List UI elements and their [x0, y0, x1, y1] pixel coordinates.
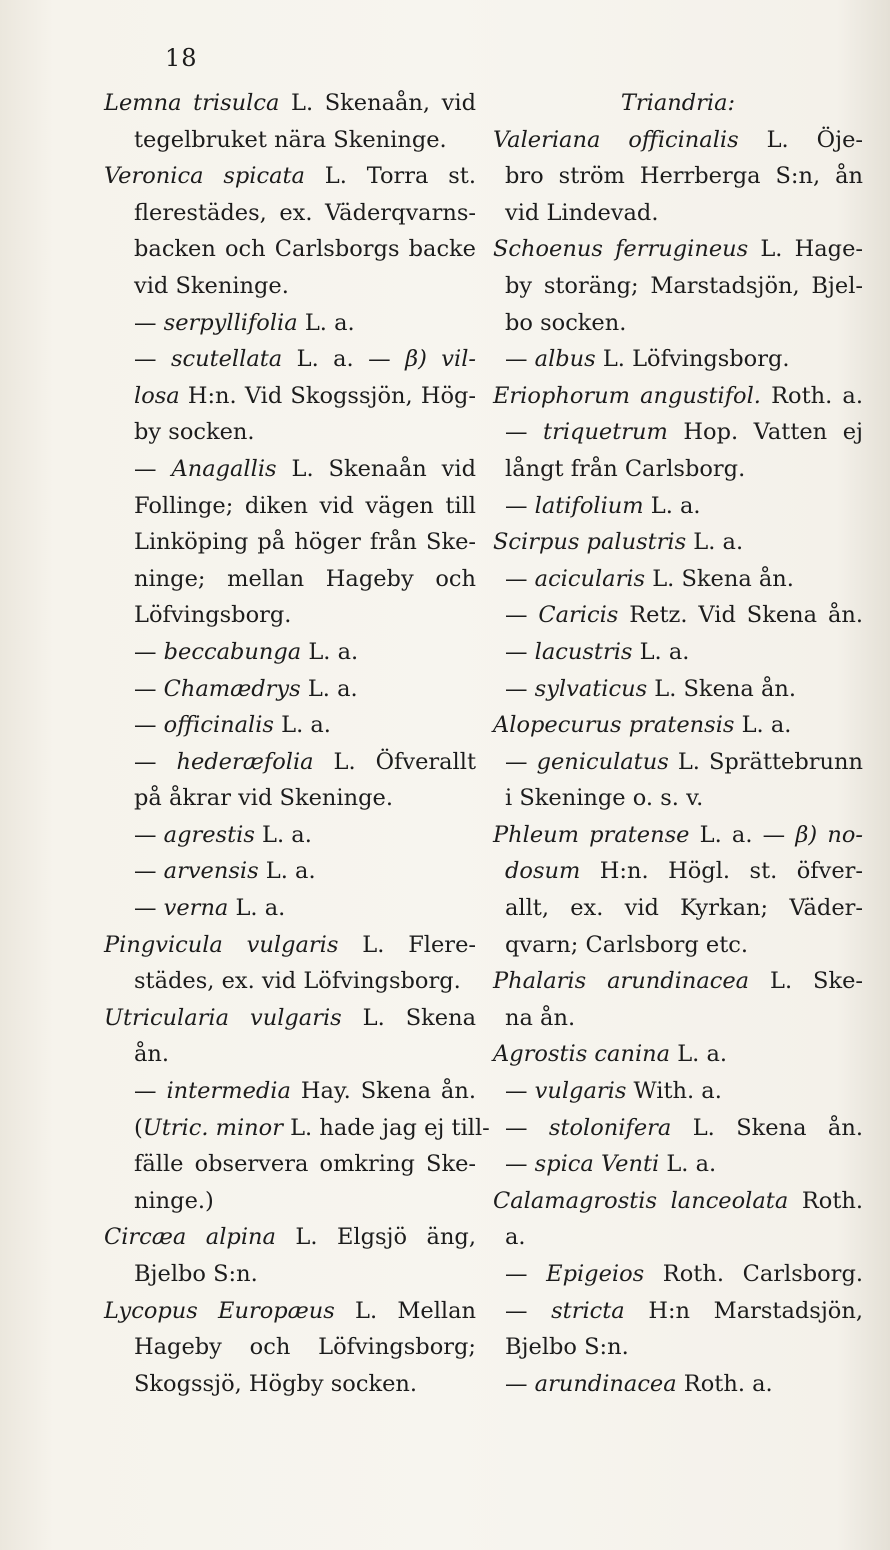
- text-segment: —: [134, 346, 171, 373]
- italic-segment: arvensis: [163, 858, 259, 885]
- text-segment: L. Elgsjö äng,: [275, 1224, 476, 1251]
- italic-segment: Veronica spicata: [104, 163, 305, 190]
- italic-segment: scutellata: [170, 346, 283, 373]
- text-segment: ninge; mellan Hageby och: [134, 565, 476, 592]
- text-segment: Löfvingsborg.: [134, 602, 292, 629]
- italic-segment: Schoenus ferrugineus: [493, 236, 749, 263]
- italic-segment: Lemna trisulca: [104, 90, 280, 116]
- text-segment: —: [505, 638, 535, 665]
- text-segment: —: [505, 565, 535, 592]
- text-line: [104, 231, 476, 268]
- text-segment: —: [134, 712, 164, 739]
- text-segment: by socken.: [134, 419, 255, 446]
- italic-segment: hederæfolia: [176, 748, 314, 775]
- text-segment: L. a.: [300, 675, 358, 702]
- text-segment: L. a.: [643, 492, 701, 519]
- italic-segment: Anagallis: [171, 455, 277, 482]
- italic-segment: verna: [163, 895, 229, 922]
- text-line: [104, 378, 476, 415]
- text-line: [104, 927, 476, 964]
- text-line: [104, 671, 476, 708]
- text-segment: —: [505, 1151, 535, 1178]
- italic-segment: sylvaticus: [534, 675, 648, 702]
- text-line: [104, 1110, 490, 1147]
- text-line: [493, 671, 863, 708]
- italic-segment: geniculatus: [536, 748, 669, 775]
- text-line: [493, 634, 863, 671]
- text-segment: a.: [505, 1224, 526, 1251]
- text-segment: L. a.: [273, 712, 331, 739]
- text-segment: —: [505, 492, 535, 519]
- italic-segment: Triandria:: [620, 90, 736, 116]
- italic-segment: intermedia: [166, 1078, 291, 1105]
- text-segment: by storäng; Marstadsjön, Bjel-: [505, 272, 863, 299]
- text-segment: L. Skenaån, vid: [279, 90, 476, 116]
- text-segment: L. Ske-: [749, 968, 863, 995]
- text-segment: Linköping på höger från Ske-: [134, 529, 476, 556]
- text-line: [104, 488, 476, 525]
- text-line: [104, 780, 476, 817]
- text-line: [493, 1219, 863, 1256]
- text-line: [493, 268, 863, 305]
- text-line: [104, 1000, 476, 1037]
- text-segment: Bjelbo S:n.: [505, 1334, 629, 1361]
- text-segment: L. Hage-: [748, 236, 863, 263]
- italic-segment: albus: [534, 346, 596, 373]
- text-line: [493, 707, 863, 744]
- text-segment: Roth. a.: [676, 1370, 773, 1397]
- italic-segment: Epigeios: [546, 1261, 645, 1287]
- text-line: [104, 195, 476, 232]
- text-segment: L. Öfverallt: [313, 748, 476, 775]
- text-line: [493, 122, 863, 159]
- italic-segment: Phleum pratense: [493, 821, 690, 848]
- text-line: [104, 1183, 476, 1220]
- text-segment: ninge.): [134, 1187, 214, 1214]
- text-line: [493, 1000, 863, 1037]
- text-line: [493, 195, 863, 232]
- text-segment: L. Skena ån.: [645, 565, 794, 592]
- text-line: [493, 817, 863, 854]
- text-segment: vid Skeninge.: [134, 272, 289, 299]
- text-segment: With. a.: [626, 1078, 722, 1105]
- text-segment: L. Skena ån.: [671, 1114, 863, 1141]
- text-segment: —: [134, 895, 164, 922]
- text-segment: Follinge; diken vid vägen till: [134, 492, 476, 519]
- text-segment: —: [134, 309, 164, 336]
- text-segment: bro ström Herrberga S:n, ån: [505, 163, 863, 190]
- text-segment: qvarn; Carlsborg etc.: [505, 931, 749, 958]
- text-line: [104, 707, 476, 744]
- text-segment: L. Öje-: [738, 126, 863, 153]
- italic-segment: Chamædrys: [163, 675, 301, 702]
- text-segment: städes, ex. vid Löfvingsborg.: [134, 968, 461, 995]
- text-line: [493, 488, 863, 525]
- text-line: [493, 744, 863, 781]
- text-segment: Hay. Skena ån.: [290, 1078, 476, 1105]
- italic-segment: stolonifera: [548, 1114, 672, 1141]
- text-line: [104, 744, 476, 781]
- italic-segment: Alopecurus pratensis: [493, 712, 735, 739]
- text-segment: —: [134, 455, 172, 482]
- text-line: [104, 634, 476, 671]
- text-line: [493, 414, 863, 451]
- text-segment: i Skeninge o. s. v.: [505, 785, 704, 812]
- text-segment: —: [134, 748, 177, 775]
- text-segment: L. hade jag ej till-: [282, 1114, 490, 1141]
- text-line: [493, 1183, 863, 1220]
- italic-segment: beccabunga: [163, 638, 302, 665]
- text-segment: L. Skenaån vid: [276, 455, 476, 482]
- italic-segment: stricta: [551, 1297, 625, 1324]
- text-line: [493, 597, 863, 634]
- text-segment: —: [505, 1078, 535, 1105]
- text-segment: —: [505, 748, 537, 775]
- italic-segment: lacustris: [534, 638, 633, 665]
- text-line: [104, 1073, 476, 1110]
- text-segment: —: [505, 675, 535, 702]
- text-line: [493, 1329, 863, 1366]
- text-segment: L. a. —: [282, 346, 406, 373]
- text-segment: —: [505, 1297, 552, 1324]
- text-line: [493, 451, 863, 488]
- italic-segment: Calamagrostis lanceolata: [493, 1187, 789, 1214]
- text-line: [493, 341, 863, 378]
- text-line: [104, 158, 476, 195]
- text-segment: L. a.: [258, 858, 316, 885]
- text-line: [104, 305, 476, 342]
- text-segment: L. a.: [686, 529, 744, 556]
- text-line: [104, 414, 476, 451]
- italic-segment: Eriophorum angustifol.: [493, 382, 761, 409]
- left-column: [104, 85, 490, 1402]
- text-segment: L. a.: [297, 309, 355, 336]
- text-segment: vid Lindevad.: [505, 199, 659, 226]
- text-segment: Bjelbo S:n.: [134, 1261, 258, 1287]
- text-line: [104, 341, 476, 378]
- text-segment: —: [505, 419, 544, 446]
- text-line: [104, 1146, 476, 1183]
- text-segment: L. Skena: [341, 1004, 476, 1031]
- text-line: [493, 231, 863, 268]
- text-segment: Skogssjö, Högby socken.: [134, 1370, 418, 1397]
- text-segment: H:n Marstadsjön,: [624, 1297, 863, 1324]
- text-segment: L. a.: [670, 1041, 728, 1068]
- italic-segment: Pingvicula vulgaris: [104, 931, 339, 958]
- right-column: [493, 85, 863, 1402]
- text-line: [104, 963, 476, 1000]
- text-segment: Hop. Vatten ej: [667, 419, 863, 446]
- text-line: [493, 927, 863, 964]
- text-segment: Roth.: [788, 1187, 864, 1214]
- text-line: [104, 890, 476, 927]
- text-segment: L. a.: [228, 895, 286, 922]
- text-segment: —: [134, 1078, 167, 1105]
- text-segment: fälle observera omkring Ske-: [134, 1151, 476, 1178]
- text-segment: L. Sprättebrunn: [668, 748, 864, 775]
- italic-segment: vulgaris: [534, 1078, 627, 1105]
- text-segment: L. Skena ån.: [647, 675, 797, 702]
- text-segment: (: [134, 1114, 143, 1141]
- text-segment: —: [505, 1114, 549, 1141]
- page-number: 18: [165, 44, 198, 72]
- text-line: [493, 853, 863, 890]
- text-line: [493, 963, 863, 1000]
- text-segment: H:n. Högl. st. öfver-: [580, 858, 863, 885]
- italic-segment: acicularis: [534, 565, 646, 592]
- text-line: [493, 1110, 863, 1147]
- text-segment: L. Torra st.: [304, 163, 476, 190]
- italic-segment: losa: [134, 382, 180, 409]
- italic-segment: triquetrum: [543, 419, 668, 446]
- text-line: [104, 1366, 476, 1403]
- italic-segment: Valeriana officinalis: [493, 126, 739, 153]
- italic-segment: Scirpus palustris: [493, 529, 687, 556]
- text-line: [104, 268, 476, 305]
- text-segment: —: [505, 346, 535, 373]
- text-line: [104, 122, 476, 159]
- text-line: [493, 1256, 863, 1293]
- italic-segment: latifolium: [534, 492, 644, 519]
- text-segment: L. a.: [632, 638, 690, 665]
- text-line: [104, 1036, 476, 1073]
- text-segment: L. Löfvingsborg.: [595, 346, 790, 373]
- text-line: [104, 1293, 476, 1330]
- italic-segment: Agrostis canina: [493, 1041, 671, 1068]
- italic-segment: Utricularia vulgaris: [104, 1004, 342, 1031]
- text-line: [104, 1256, 476, 1293]
- text-line: [493, 1366, 863, 1403]
- text-segment: L. a. —: [689, 821, 796, 848]
- text-segment: —: [134, 821, 164, 848]
- text-line: [493, 1146, 863, 1183]
- text-line: [493, 561, 863, 598]
- text-segment: L. a.: [734, 712, 792, 739]
- text-segment: Retz. Vid Skena ån.: [618, 602, 863, 629]
- text-line: [493, 1036, 863, 1073]
- text-segment: allt, ex. vid Kyrkan; Väder-: [505, 895, 863, 922]
- text-line: [493, 1073, 863, 1110]
- text-segment: bo socken.: [505, 309, 627, 336]
- text-line: [493, 780, 863, 817]
- text-line: [493, 85, 863, 122]
- text-segment: —: [505, 1370, 535, 1397]
- text-segment: L. a.: [659, 1151, 717, 1178]
- italic-segment: Phalaris arundinacea: [493, 968, 750, 995]
- text-line: [104, 85, 476, 122]
- italic-segment: Caricis: [538, 602, 619, 629]
- text-segment: —: [134, 858, 164, 885]
- italic-segment: serpyllifolia: [163, 309, 298, 336]
- italic-segment: officinalis: [163, 712, 274, 739]
- text-line: [493, 158, 863, 195]
- text-segment: na ån.: [505, 1004, 576, 1031]
- text-line: [493, 305, 863, 342]
- italic-segment: agrestis: [163, 821, 255, 848]
- text-line: [104, 817, 476, 854]
- text-segment: L. a.: [254, 821, 312, 848]
- text-segment: —: [134, 638, 164, 665]
- text-segment: —: [505, 602, 539, 629]
- text-segment: ån.: [134, 1041, 170, 1068]
- text-segment: H:n. Vid Skogssjön, Hög-: [179, 382, 476, 409]
- text-segment: på åkrar vid Skeninge.: [134, 785, 393, 812]
- text-segment: —: [505, 1261, 547, 1287]
- text-line: [104, 1219, 476, 1256]
- text-segment: L. Mellan: [334, 1297, 476, 1324]
- italic-segment: arundinacea: [534, 1370, 677, 1397]
- text-segment: Hageby och Löfvingsborg;: [134, 1334, 476, 1361]
- text-segment: L. a.: [301, 638, 359, 665]
- text-segment: tegelbruket nära Skeninge.: [134, 126, 447, 153]
- text-segment: —: [134, 675, 164, 702]
- text-segment: Roth. a.: [760, 382, 863, 409]
- italic-segment: Lycopus Europæus: [104, 1297, 335, 1324]
- italic-segment: β) no-: [795, 821, 864, 848]
- italic-segment: spica Venti: [534, 1151, 660, 1178]
- text-line: [104, 561, 476, 598]
- text-line: [493, 378, 863, 415]
- text-line: [493, 1293, 863, 1330]
- italic-segment: Circæa alpina: [104, 1224, 276, 1251]
- text-segment: L. Flere-: [338, 931, 476, 958]
- text-segment: långt från Carlsborg.: [505, 455, 746, 482]
- italic-segment: dosum: [505, 858, 581, 885]
- text-line: [104, 597, 476, 634]
- italic-segment: Utric. minor: [142, 1114, 283, 1141]
- italic-segment: β) vil-: [405, 346, 476, 373]
- text-line: [104, 1329, 476, 1366]
- text-segment: backen och Carlsborgs backe: [134, 236, 476, 263]
- text-line: [104, 524, 476, 561]
- text-line: [104, 451, 476, 488]
- text-line: [493, 524, 863, 561]
- text-line: [104, 853, 476, 890]
- text-segment: Roth. Carlsborg.: [644, 1261, 863, 1287]
- text-segment: flerestädes, ex. Väderqvarns-: [134, 199, 476, 226]
- text-line: [493, 890, 863, 927]
